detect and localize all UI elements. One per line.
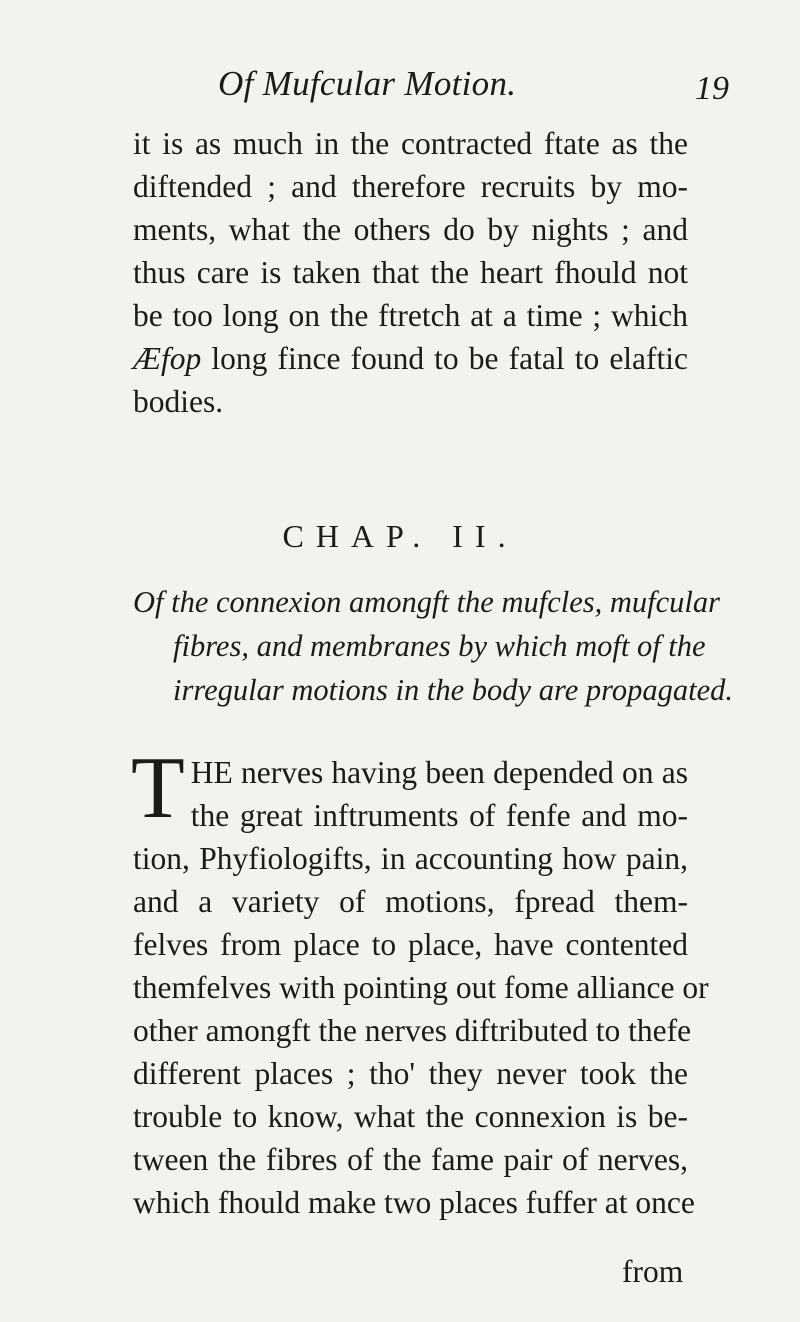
aesop-name: Æfop [133,341,202,376]
text-line: it is as much in the contracted ftate as the [133,126,688,161]
text-line: different places ; tho' they never took the [133,1056,688,1091]
text-line: which fhould make two places fuffer at once [133,1185,695,1220]
text-line: be too long on the ftretch at a time ; which [133,298,688,333]
text-line: thus care is taken that the heart fhould not [133,255,688,290]
text-line: themfelves with pointing out fome alliance or [133,970,709,1005]
subtitle-line: irregular motions in the body are propagated. [173,673,733,707]
text-line: the great inftruments of fenfe and mo- [190,798,688,833]
text-line: other amongft the nerves diftributed to thefe [133,1013,692,1048]
running-head [0,64,800,114]
paragraph-1 [133,122,688,423]
text-line: tween the fibres of the fame pair of nerves, [133,1142,688,1177]
paragraph-2 [131,740,709,1224]
text-line: trouble to know, what the connexion is be- [133,1099,688,1134]
chapter-heading: CHAP. II. [282,518,518,554]
drop-cap: T [131,740,185,837]
text-line: bodies. [133,384,224,419]
text-line: felves from place to place, have contented [133,927,688,962]
text-line: HE nerves having been depended on as [190,755,688,790]
running-title: Of Mufcular Motion. [218,64,517,103]
text-line: and a variety of motions, fpread them- [133,884,688,919]
text-line-aesop [133,337,688,380]
text-line: diftended ; and therefore recruits by mo- [133,169,688,204]
page-number: 19 [695,70,729,107]
text-line: ments, what the others do by nights ; and [133,212,688,247]
text-line: tion, Phyfiologifts, in accounting how pain, [133,841,688,876]
text-line-rest: long fince found to be fatal to elaftic [211,341,689,376]
subtitle-line: Of the connexion amongft the mufcles, mufcular [133,585,721,619]
subtitle-line: fibres, and membranes by which moft of the [173,629,706,663]
chapter-subtitle [133,580,733,712]
catchword: from [622,1254,684,1289]
